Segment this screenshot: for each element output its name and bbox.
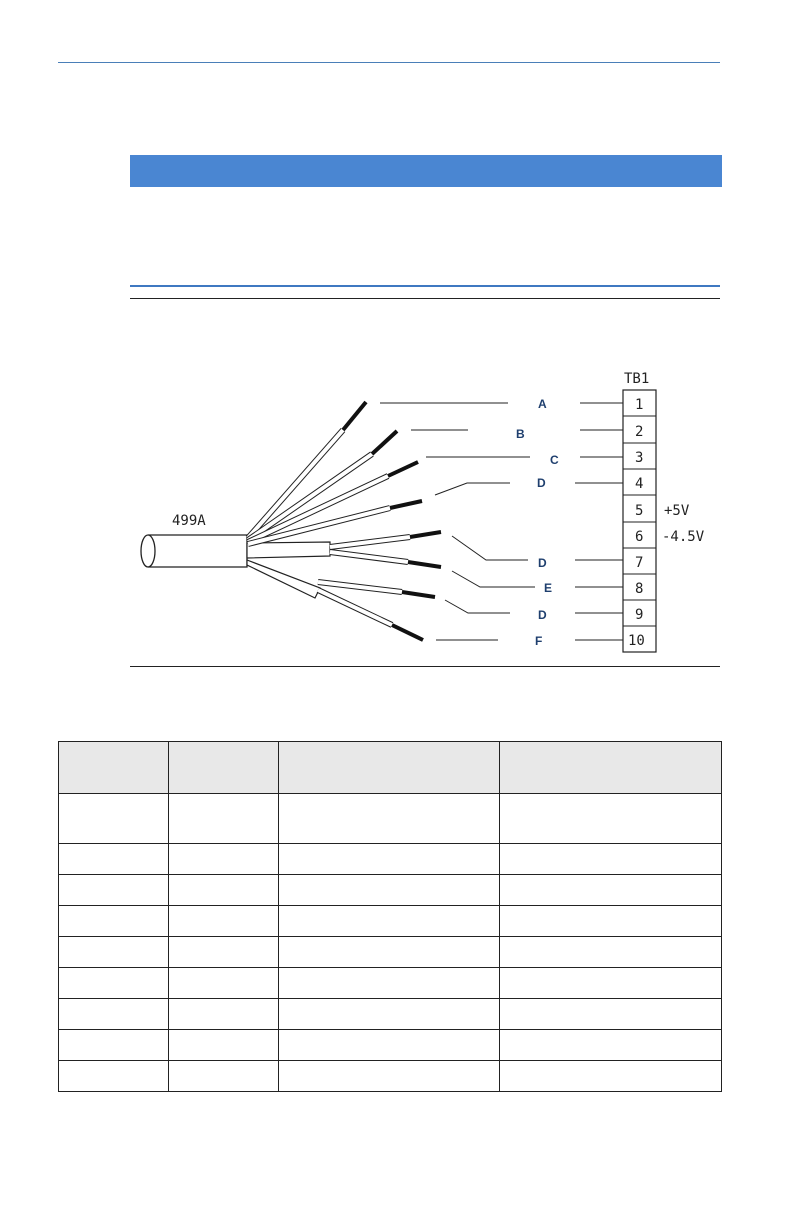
- terminal-5: 5: [635, 503, 644, 519]
- table-cell: [500, 906, 722, 937]
- table-cell: [500, 937, 722, 968]
- table-row: [59, 937, 722, 968]
- voltage-label-neg-4-5v: -4.5V: [662, 529, 705, 545]
- table-cell: [59, 794, 169, 844]
- terminal-2: 2: [635, 424, 644, 440]
- wiring-table: [58, 741, 722, 1092]
- table-cell: [169, 937, 279, 968]
- table-header-cell: [59, 742, 169, 794]
- table-row: [59, 1030, 722, 1061]
- table-cell: [59, 999, 169, 1030]
- table-cell: [279, 937, 500, 968]
- table-cell: [169, 794, 279, 844]
- terminal-4: 4: [635, 476, 644, 492]
- table-row: [59, 968, 722, 999]
- terminal-6: 6: [635, 529, 644, 545]
- table-cell: [279, 999, 500, 1030]
- terminal-1: 1: [635, 397, 644, 413]
- table-cell: [500, 794, 722, 844]
- wire-label-a: A: [538, 397, 547, 411]
- table-cell: [169, 999, 279, 1030]
- wiring-diagram-svg: [130, 360, 730, 660]
- terminal-block-label: TB1: [624, 371, 650, 387]
- table-row: [59, 1061, 722, 1092]
- table-cell: [279, 1061, 500, 1092]
- wire-label-e: E: [544, 581, 553, 595]
- table-cell: [59, 1061, 169, 1092]
- terminal-7: 7: [635, 555, 644, 571]
- table-row: [59, 999, 722, 1030]
- table-cell: [279, 1030, 500, 1061]
- wires: [248, 402, 441, 640]
- table-cell: [169, 1061, 279, 1092]
- table-row: [59, 875, 722, 906]
- cable: [141, 513, 247, 567]
- table-header-cell: [279, 742, 500, 794]
- terminal-3: 3: [635, 450, 644, 466]
- section-rule: [130, 285, 720, 287]
- wire-label-d3: D: [538, 608, 547, 622]
- figure-top-rule: [130, 298, 720, 299]
- section-banner: [130, 155, 722, 187]
- terminal-9: 9: [635, 607, 644, 623]
- table-cell: [279, 794, 500, 844]
- terminal-block: [623, 371, 705, 652]
- table-cell: [279, 844, 500, 875]
- table-cell: [169, 906, 279, 937]
- table-cell: [59, 906, 169, 937]
- table-header-cell: [500, 742, 722, 794]
- table-cell: [500, 1030, 722, 1061]
- table-cell: [279, 906, 500, 937]
- table-row: [59, 794, 722, 844]
- wire-label-b: B: [516, 427, 525, 441]
- header-rule: [58, 62, 720, 63]
- table-cell: [59, 844, 169, 875]
- table-row: [59, 906, 722, 937]
- table-cell: [59, 937, 169, 968]
- table-cell: [59, 968, 169, 999]
- wire-label-c: C: [550, 453, 559, 467]
- wire-label-f: F: [535, 634, 543, 648]
- table-cell: [500, 844, 722, 875]
- table-row: [59, 844, 722, 875]
- figure-bottom-rule: [130, 666, 720, 667]
- table-cell: [59, 1030, 169, 1061]
- voltage-label-5v: +5V: [664, 503, 690, 519]
- table-header-cell: [169, 742, 279, 794]
- wire-labels: [516, 397, 559, 648]
- wiring-diagram: [130, 360, 730, 660]
- wire-label-d1: D: [537, 476, 546, 490]
- table-header-row: [59, 742, 722, 794]
- wire-label-d2: D: [538, 556, 547, 570]
- inner-jackets: [247, 542, 330, 598]
- table-cell: [169, 844, 279, 875]
- table-cell: [500, 875, 722, 906]
- table-cell: [59, 875, 169, 906]
- leader-lines: [380, 403, 623, 640]
- table-cell: [500, 968, 722, 999]
- cable-label: 499A: [172, 513, 206, 529]
- table-cell: [279, 968, 500, 999]
- table-cell: [169, 968, 279, 999]
- table-cell: [500, 1061, 722, 1092]
- table-cell: [169, 1030, 279, 1061]
- table-cell: [500, 999, 722, 1030]
- table-cell: [169, 875, 279, 906]
- terminal-10: 10: [628, 633, 645, 649]
- terminal-8: 8: [635, 581, 644, 597]
- table-cell: [279, 875, 500, 906]
